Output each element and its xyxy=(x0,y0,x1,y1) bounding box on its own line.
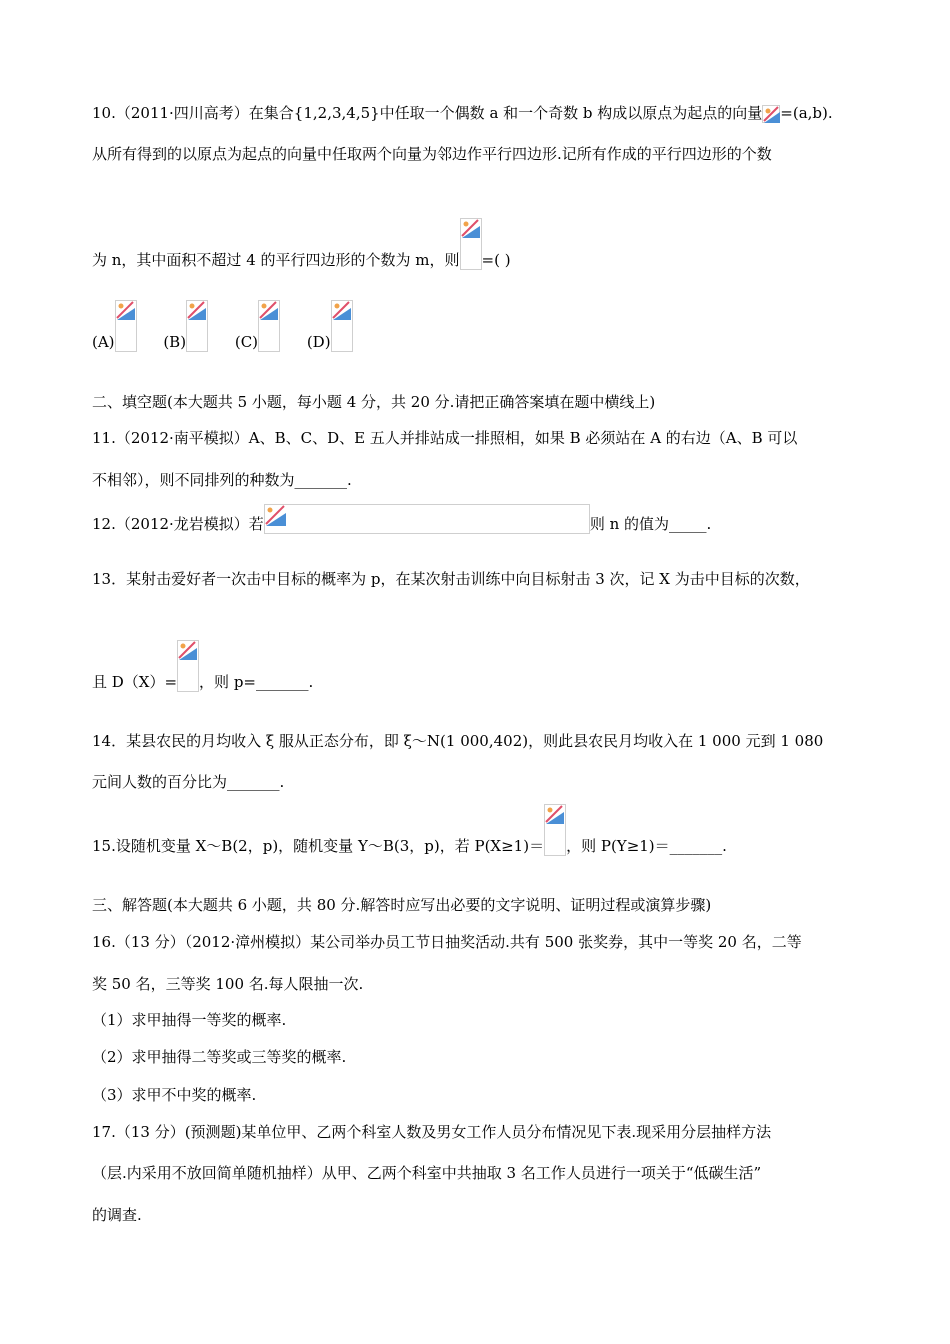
q15-line xyxy=(92,804,727,858)
q10-text-1b: =(a,b). xyxy=(780,104,833,122)
q11-line-1: 11.（2012·南平模拟）A、B、C、D、E 五人并排站成一排照相，如果 B 必须站在 A 的右边（A、B 可以 xyxy=(92,429,798,447)
q10-text-3b: =( ) xyxy=(481,251,511,269)
q16-part-1: （1）求甲抽得一等奖的概率. xyxy=(92,1011,287,1029)
q10-line-3 xyxy=(92,214,511,270)
option-b xyxy=(163,300,208,352)
q17-line-2: （层.内采用不放回简单随机抽样）从甲、乙两个科室中共抽取 3 名工作人员进行一项关于“低碳生活” xyxy=(92,1164,762,1182)
q14-line-1: 14．某县农民的月均收入 ξ 服从正态分布，即 ξ～N(1 000,402)，则此县农民月均收入在 1 000 元到 1 080 xyxy=(92,732,824,750)
option-b-label: (B) xyxy=(163,333,187,351)
q10-line-1 xyxy=(92,103,833,123)
q15-text-a: 15.设随机变量 X～B(2，p)，随机变量 Y～B(3，p)，若 P(X≥1)＝ xyxy=(92,837,545,855)
option-c-label: (C) xyxy=(234,333,259,351)
q14-line-2: 元间人数的百分比为_______. xyxy=(92,773,285,791)
broken-image-icon xyxy=(762,105,780,123)
q10-line-2: 从所有得到的以原点为起点的向量中任取两个向量为邻边作平行四边形.记所有作成的平行四边形的个数 xyxy=(92,145,772,163)
q13-text-a: 且 D（X）= xyxy=(92,673,178,691)
option-c-image-icon xyxy=(258,300,280,352)
q13-text-b: ，则 p=_______. xyxy=(199,673,314,691)
q16-part-2: （2）求甲抽得二等奖或三等奖的概率. xyxy=(92,1048,347,1066)
q17-line-1: 17.（13 分）(预测题)某单位甲、乙两个科室人数及男女工作人员分布情况见下表.现采用分层抽样方法 xyxy=(92,1123,772,1141)
q10-text-3a: 为 n，其中面积不超过 4 的平行四边形的个数为 m，则 xyxy=(92,251,460,269)
q13-line-2 xyxy=(92,640,313,694)
variance-image-icon xyxy=(177,640,199,692)
q15-text-b: ，则 P(Y≥1)＝_______. xyxy=(566,837,727,855)
option-d-image-icon xyxy=(331,300,353,352)
section-3-heading: 三、解答题(本大题共 6 小题，共 80 分.解答时应写出必要的文字说明、证明过程或演算步骤) xyxy=(92,896,712,914)
option-a-label: (A) xyxy=(92,333,115,351)
option-d-label: (D) xyxy=(306,333,331,351)
q12-text-a: 12.（2012·龙岩模拟）若 xyxy=(92,515,264,533)
option-a-image-icon xyxy=(115,300,137,352)
equation-image-icon xyxy=(264,504,590,534)
q17-line-3: 的调查. xyxy=(92,1206,142,1224)
q12-line xyxy=(92,504,711,538)
q12-text-b: 则 n 的值为_____. xyxy=(589,515,712,533)
q10-text-1a: 10.（2011·四川高考）在集合{1,2,3,4,5}中任取一个偶数 a 和一个奇数 b 构成以原点为起点的向量 xyxy=(92,104,763,122)
fraction-image-icon xyxy=(460,218,482,270)
q16-line-2: 奖 50 名，三等奖 100 名.每人限抽一次. xyxy=(92,975,364,993)
q10-options xyxy=(92,300,375,354)
probability-image-icon xyxy=(544,804,566,856)
q16-line-1: 16.（13 分）（2012·漳州模拟）某公司举办员工节日抽奖活动.共有 500 张奖券，其中一等奖 20 名，二等 xyxy=(92,933,802,951)
option-b-image-icon xyxy=(186,300,208,352)
q11-line-2: 不相邻），则不同排列的种数为_______. xyxy=(92,471,352,489)
section-2-heading: 二、填空题(本大题共 5 小题，每小题 4 分，共 20 分.请把正确答案填在题中横线上) xyxy=(92,393,656,411)
q13-line-1: 13．某射击爱好者一次击中目标的概率为 p，在某次射击训练中向目标射击 3 次，记 X 为击中目标的次数， xyxy=(92,570,810,588)
option-c xyxy=(235,300,280,352)
q16-part-3: （3）求甲不中奖的概率. xyxy=(92,1086,257,1104)
option-d xyxy=(307,300,353,352)
option-a xyxy=(92,300,137,352)
